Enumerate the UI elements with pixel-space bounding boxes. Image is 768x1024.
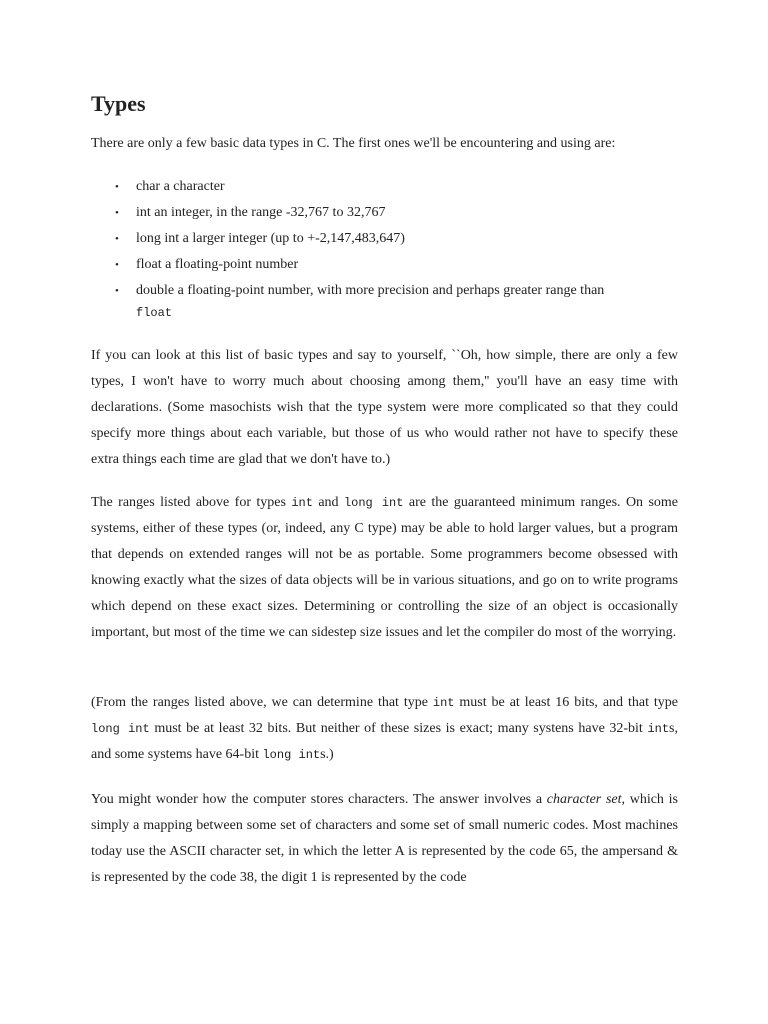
list-item-long-int <box>91 228 678 250</box>
text-run: The ranges listed above for types <box>91 495 292 510</box>
type-name: int <box>136 205 151 220</box>
text-run: s, and some systems have 64-bit <box>91 721 678 762</box>
list-item-char <box>91 176 678 198</box>
text-run: are the guaranteed minimum ranges. On some systems, either of these types (or, indeed, any C type) may be able to hold larger values, but a program that depends on extended ranges will not be as portable. Some programmers become obsessed with knowing exactly what the sizes of data objects will be in various situations, and go on to write programs which depend on these exact sizes. Determining or controlling the size of an object is occasionally important, but most of the time we can sidestep size issues and let the compiler do most of the worrying. <box>91 495 678 640</box>
inline-code: long int <box>262 748 321 762</box>
type-description: an integer, in the range -32,767 to 32,767 <box>150 205 386 220</box>
list-item-double <box>91 280 678 324</box>
type-name: long int <box>136 231 180 246</box>
inline-code: float <box>136 306 173 320</box>
text-run: You might wonder how the computer stores characters. The answer involves a <box>91 792 547 807</box>
bullet-icon: • <box>115 181 119 193</box>
bullet-icon: • <box>115 285 119 297</box>
inline-code: int <box>647 722 670 736</box>
bullet-icon: • <box>115 259 119 271</box>
paragraph-ranges <box>91 490 678 646</box>
inline-code: int <box>432 696 455 710</box>
type-description: a larger integer (up to +-2,147,483,647) <box>179 231 405 246</box>
bullet-icon: • <box>115 233 119 245</box>
data-types-list <box>91 176 678 328</box>
list-item-int <box>91 202 678 224</box>
type-name: float <box>136 257 162 272</box>
emphasized-term: character set <box>546 792 622 807</box>
inline-code: long int <box>91 722 150 736</box>
type-description: a floating-point number <box>161 257 299 272</box>
text-run: must be at least 32 bits. But neither of these sizes is exact; many systens have 32-bit <box>149 721 648 736</box>
intro-paragraph: There are only a few basic data types in C. The first ones we'll be encountering and using are: <box>91 136 616 151</box>
text-run: and <box>312 495 344 510</box>
type-description: a character <box>160 179 225 194</box>
type-name: char <box>136 179 161 194</box>
type-name: double <box>136 283 175 298</box>
paragraph-simplicity: If you can look at this list of basic types and say to yourself, ``Oh, how simple, there are only a few types, I won't have to worry much about choosing among them,'' you'll have an easy time with declarations. (Some masochists wish that the type system were more complicated so that they could specify more things about each variable, but those of us who would rather not have to specify these extra things each time are glad that we don't have to.) <box>91 348 678 467</box>
section-heading: Types <box>91 91 146 116</box>
paragraph-character-set <box>91 787 678 891</box>
inline-code: int <box>291 496 313 510</box>
text-run: s.) <box>320 747 334 762</box>
text-run: must be at least 16 bits, and that type <box>454 695 678 710</box>
list-item-float <box>91 254 678 276</box>
text-run: (From the ranges listed above, we can determine that type <box>91 695 433 710</box>
inline-code: long int <box>343 496 404 510</box>
paragraph-bit-sizes <box>91 690 678 768</box>
bullet-icon: • <box>115 207 119 219</box>
type-description: a floating-point number, with more precision and perhaps greater range than <box>174 283 605 298</box>
text-run: , which is simply a mapping between some set of characters and some set of small numeric codes. Most machines today use the ASCII character set, in which the letter A is represented by the code 65, the ampersand & is represented by the code 38, the digit 1 is represented by the code <box>91 792 678 885</box>
